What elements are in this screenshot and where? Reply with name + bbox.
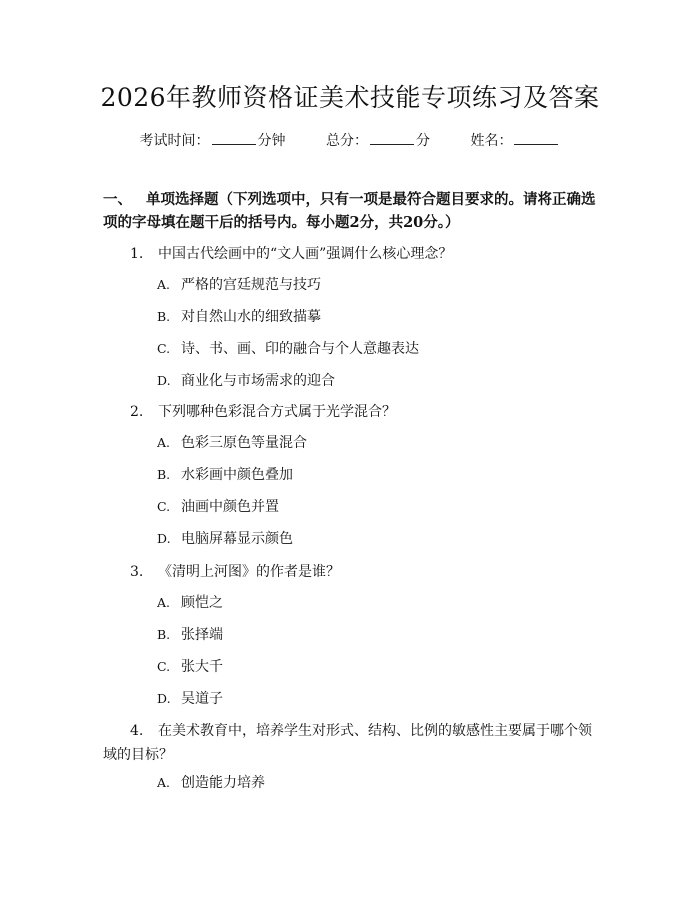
option-letter: A. <box>157 277 171 292</box>
option-text: 张择端 <box>181 627 223 643</box>
q3-option-c[interactable] <box>157 656 597 678</box>
option-text: 严格的宫廷规范与技巧 <box>181 277 321 293</box>
option-letter: C. <box>157 341 171 356</box>
option-letter: A. <box>157 775 171 790</box>
q2-option-b[interactable] <box>157 464 597 486</box>
option-letter: D. <box>157 373 171 388</box>
question-number: 3. <box>130 564 144 580</box>
section-number: 一、 <box>103 191 132 208</box>
question-number: 2. <box>130 404 144 420</box>
time-unit: 分钟 <box>257 133 286 149</box>
score-field <box>326 130 430 152</box>
q1-option-c[interactable] <box>157 338 597 360</box>
q1-option-d[interactable] <box>157 370 597 392</box>
question-text: 下列哪种色彩混合方式属于光学混合？ <box>158 404 396 420</box>
time-field <box>140 130 286 152</box>
q1-option-b[interactable] <box>157 306 597 328</box>
option-letter: B. <box>157 309 171 324</box>
option-letter: B. <box>157 627 171 642</box>
option-text: 对自然山水的细致描摹 <box>181 309 321 325</box>
q4-option-a[interactable] <box>157 772 597 794</box>
score-unit: 分 <box>416 133 430 149</box>
option-text: 色彩三原色等量混合 <box>181 435 307 451</box>
option-text: 水彩画中颜色叠加 <box>181 467 293 483</box>
name-field <box>470 130 560 152</box>
question-1 <box>103 242 598 266</box>
option-text: 创造能力培养 <box>181 775 265 791</box>
option-letter: D. <box>157 531 171 546</box>
q1-option-a[interactable] <box>157 274 597 296</box>
option-letter: C. <box>157 499 171 514</box>
time-blank[interactable] <box>212 130 256 145</box>
option-text: 诗、书、画、印的融合与个人意趣表达 <box>181 341 419 357</box>
name-blank[interactable] <box>514 130 558 145</box>
option-text: 顾恺之 <box>181 595 223 611</box>
q3-option-b[interactable] <box>157 624 597 646</box>
option-letter: D. <box>157 691 171 706</box>
exam-info-line <box>0 130 700 152</box>
question-3 <box>103 560 598 584</box>
question-text: 在美术教育中，培养学生对形式、结构、比例的敏感性主要属于哪个领域的目标？ <box>103 723 592 763</box>
option-text: 油画中颜色并置 <box>181 499 279 515</box>
option-letter: A. <box>157 435 171 450</box>
question-number: 1. <box>130 246 144 262</box>
option-letter: B. <box>157 467 171 482</box>
q2-option-a[interactable] <box>157 432 597 454</box>
option-text: 张大千 <box>181 659 223 675</box>
question-text: 《清明上河图》的作者是谁？ <box>158 564 340 580</box>
q2-option-d[interactable] <box>157 528 597 550</box>
question-text: 中国古代绘画中的“文人画”强调什么核心理念？ <box>158 246 453 262</box>
q3-option-a[interactable] <box>157 592 597 614</box>
score-blank[interactable] <box>370 130 414 145</box>
section-heading <box>103 188 598 234</box>
question-2 <box>103 400 598 424</box>
option-text: 电脑屏幕显示颜色 <box>181 531 293 547</box>
name-label: 姓名： <box>470 133 513 149</box>
option-text: 商业化与市场需求的迎合 <box>181 373 335 389</box>
option-letter: A. <box>157 595 171 610</box>
score-label: 总分： <box>326 133 368 149</box>
q2-option-c[interactable] <box>157 496 597 518</box>
time-label: 考试时间： <box>139 133 210 149</box>
option-text: 吴道子 <box>181 691 223 707</box>
option-letter: C. <box>157 659 171 674</box>
exam-title: 2026年教师资格证美术技能专项练习及答案 <box>100 83 600 112</box>
question-4 <box>103 719 598 767</box>
q3-option-d[interactable] <box>157 688 597 710</box>
question-number: 4. <box>130 723 144 739</box>
section-instructions: 单项选择题（下列选项中，只有一项是最符合题目要求的。请将正确选项的字母填在题干后的括号内。每小题2分，共20分。） <box>103 191 596 231</box>
